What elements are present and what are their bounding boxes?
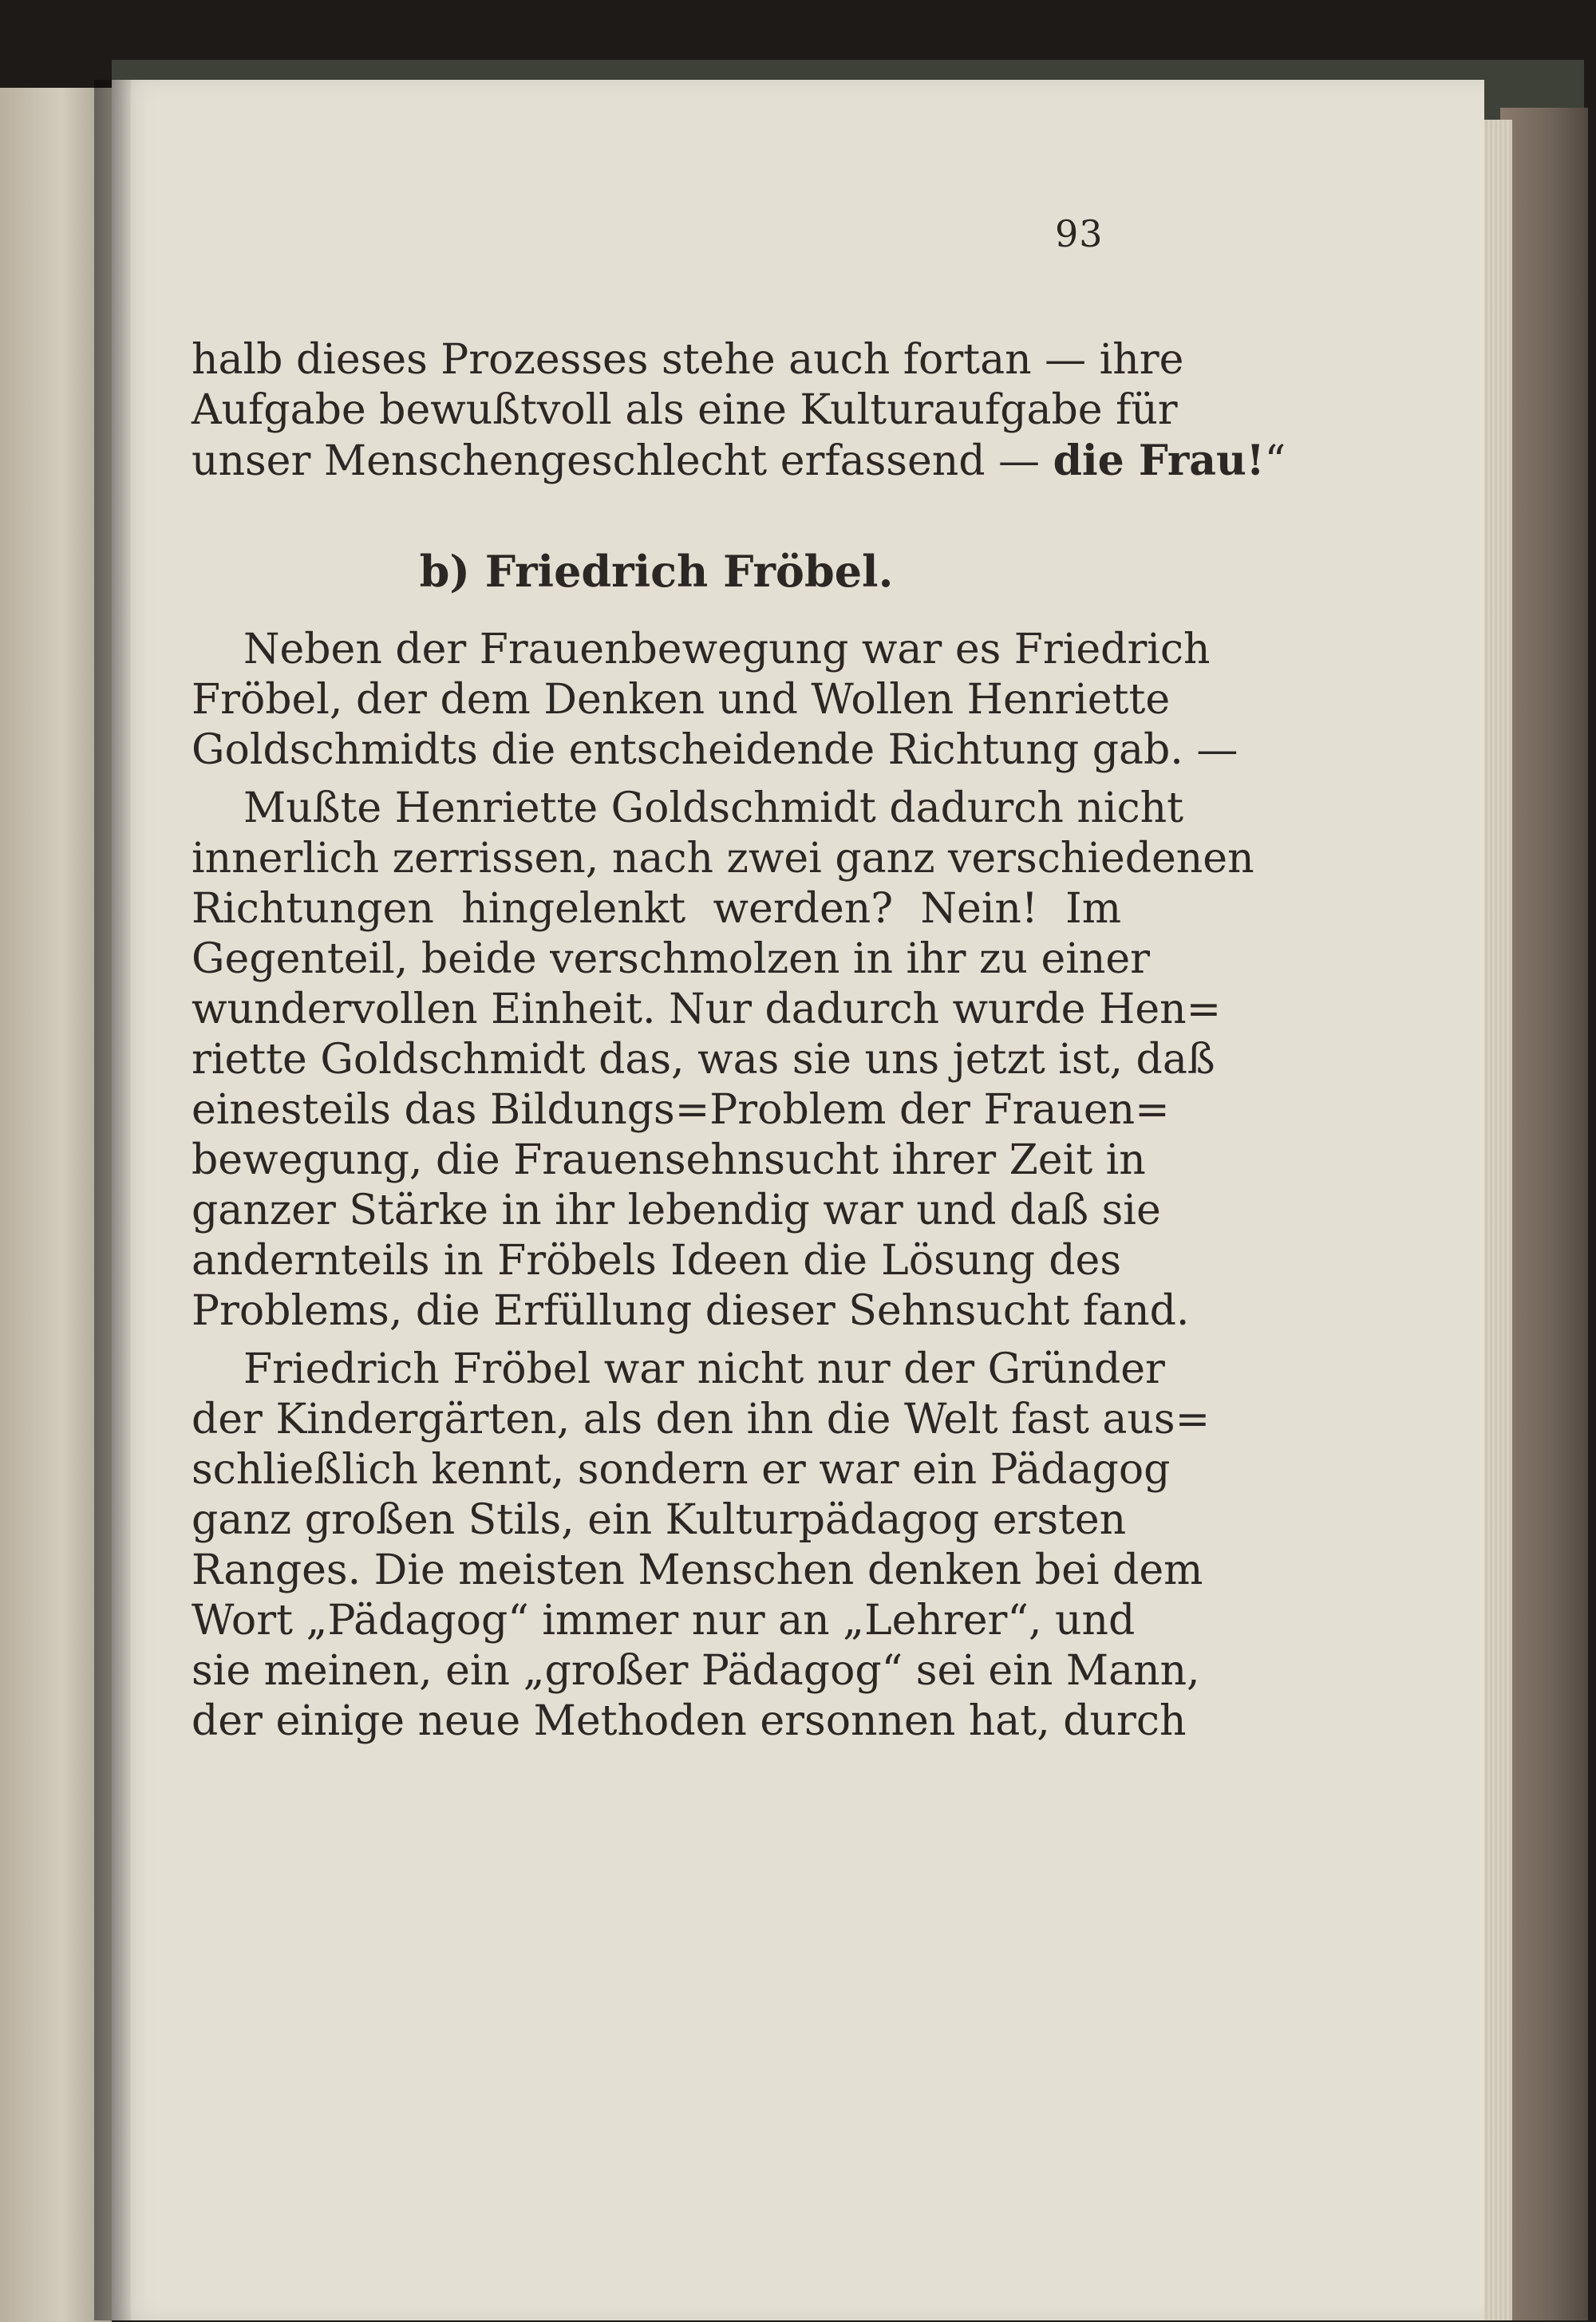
- paragraph-gap: [192, 1337, 1121, 1345]
- book-cover-edge: [1500, 108, 1588, 2320]
- text-line: Richtungen hingelenkt werden? Nein! Im: [192, 885, 1121, 933]
- text-fragment: unser Menschengeschlecht erfassend —: [192, 437, 1053, 485]
- text-line: ganz großen Stils, ein Kulturpädagog ersten: [192, 1496, 1127, 1544]
- text-line: Aufgabe bewußtvoll als eine Kulturaufgabe für: [192, 386, 1178, 434]
- text-line: ganzer Stärke in ihr lebendig war und daß sie: [192, 1187, 1161, 1234]
- text-line: der einige neue Methoden ersonnen hat, durch: [192, 1697, 1187, 1745]
- text-line: andernteils in Fröbels Ideen die Lösung des: [192, 1237, 1121, 1285]
- text-line: Neben der Frauenbewegung war es Friedrich: [243, 626, 1211, 673]
- text-line: Friedrich Fröbel war nicht nur der Gründer: [243, 1345, 1165, 1393]
- page-number: 93: [1055, 212, 1104, 255]
- text-line: einesteils das Bildungs=Problem der Frauen=: [192, 1086, 1170, 1134]
- text-line: Goldschmidts die entscheidende Richtung gab. —: [192, 726, 1238, 774]
- text-line: der Kindergärten, als den ihn die Welt fast aus=: [192, 1396, 1211, 1443]
- text-line: riette Goldschmidt das, was sie uns jetzt ist, daß: [192, 1036, 1215, 1084]
- paragraph-gap: [192, 776, 1121, 784]
- emphasized-text: die Frau!: [1053, 436, 1265, 485]
- text-line: Gegenteil, beide verschmolzen in ihr zu einer: [192, 935, 1150, 983]
- text-line: sie meinen, ein „großer Pädagog“ sei ein Mann,: [192, 1647, 1200, 1695]
- text-line: wundervollen Einheit. Nur dadurch wurde Hen=: [192, 985, 1222, 1033]
- text-line: Mußte Henriette Goldschmidt dadurch nicht: [243, 784, 1184, 832]
- section-heading: b) Friedrich Fröbel.: [419, 546, 894, 597]
- text-line: bewegung, die Frauensehnsucht ihrer Zeit in: [192, 1136, 1146, 1184]
- text-line: Fröbel, der dem Denken und Wollen Henriette: [192, 676, 1171, 724]
- text-line: [192, 436, 1286, 487]
- text-line: schließlich kennt, sondern er war ein Pädagog: [192, 1446, 1171, 1494]
- text-line: halb dieses Prozesses stehe auch fortan — ihre: [192, 336, 1184, 384]
- text-line: Ranges. Die meisten Menschen denken bei dem: [192, 1546, 1203, 1594]
- closing-quote: “: [1264, 437, 1286, 485]
- page-text: [192, 335, 1286, 1747]
- gutter-shadow: [94, 80, 131, 2320]
- text-line: Wort „Pädagog“ immer nur an „Lehrer“, und: [192, 1597, 1136, 1645]
- text-line: Problems, die Erfüllung dieser Sehnsucht fand.: [192, 1287, 1190, 1335]
- text-line: innerlich zerrissen, nach zwei ganz verschiedenen: [192, 835, 1254, 883]
